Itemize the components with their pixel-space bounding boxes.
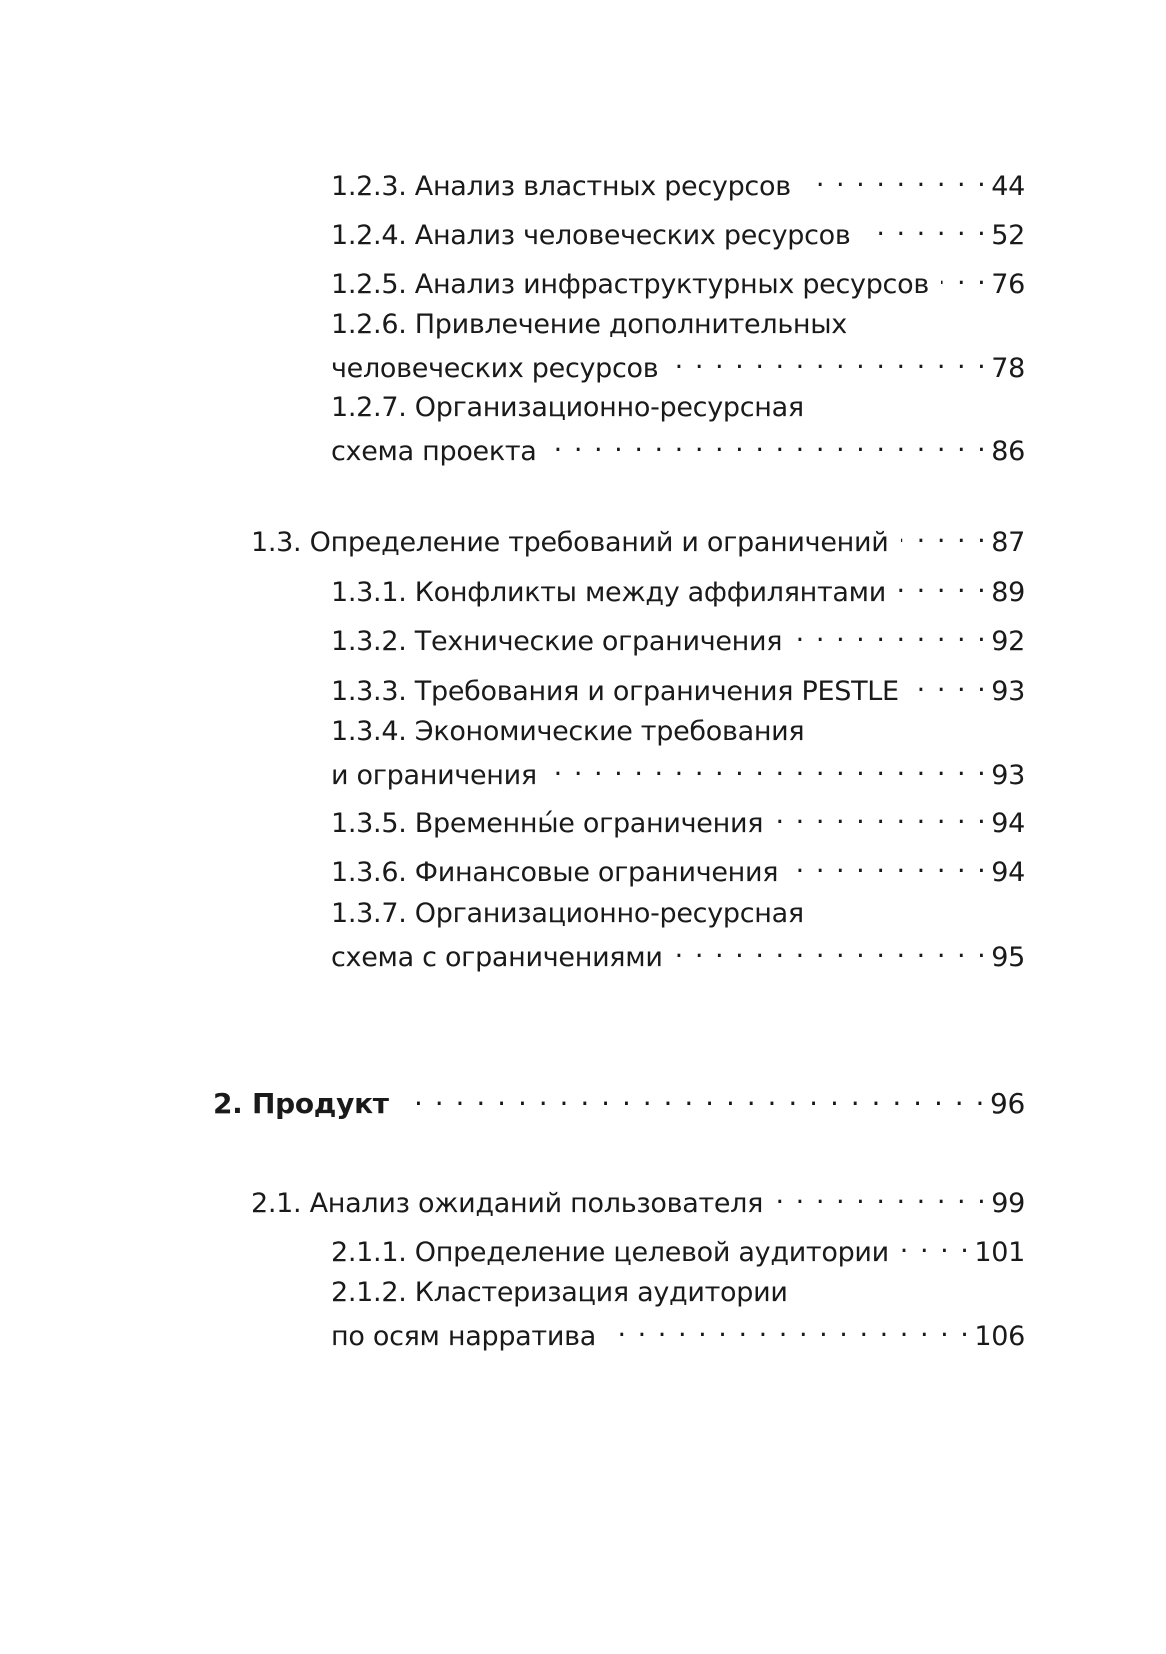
toc-page-number: 76 [991, 269, 1025, 300]
toc-entry[interactable] [331, 896, 1025, 975]
dot-leader [775, 797, 987, 832]
dot-leader [401, 1078, 986, 1113]
toc-entry[interactable] [331, 797, 1025, 841]
toc-entry[interactable] [331, 258, 1025, 302]
dot-leader [790, 846, 987, 881]
toc-entry-title-continued: схема с ограничениями [331, 942, 663, 973]
toc-entry[interactable] [331, 209, 1025, 253]
dot-leader [803, 160, 987, 195]
dot-leader [862, 209, 987, 244]
dot-leader [911, 665, 987, 700]
toc-entry-title: 1.3. Определение требований и ограничений [251, 527, 889, 558]
toc-page-number: 89 [991, 577, 1025, 608]
toc-entry-title: 1.3.2. Технические ограничения [331, 626, 783, 657]
toc-page-number: 92 [991, 626, 1025, 657]
toc-page-number: 78 [991, 353, 1025, 384]
toc-entry[interactable] [331, 846, 1025, 890]
toc-entry-title: 2.1. Анализ ожиданий пользователя [251, 1188, 764, 1219]
toc-entry-title: 1.3.3. Требования и ограничения PESTLE [331, 676, 899, 707]
toc-page-number: 96 [989, 1087, 1025, 1120]
toc-page-number: 44 [991, 171, 1025, 202]
toc-entry[interactable] [331, 566, 1025, 610]
toc-entry[interactable] [331, 714, 1025, 793]
toc-page-number: 86 [991, 436, 1025, 467]
toc-page-number: 101 [974, 1237, 1025, 1268]
toc-entry[interactable] [331, 307, 1025, 386]
toc-entry-title: 1.2.3. Анализ властных ресурсов [331, 171, 791, 202]
toc-entry-title-continued: человеческих ресурсов [331, 353, 659, 384]
toc-entry-title: 1.3.6. Финансовые ограничения [331, 857, 779, 888]
toc-entry-title: 1.3.4. Экономические требования [331, 716, 805, 747]
toc-entry[interactable] [331, 615, 1025, 659]
toc-section-entry[interactable] [251, 516, 1025, 560]
toc-section-entry[interactable] [251, 1177, 1025, 1221]
dot-leader [549, 749, 987, 784]
toc-page-number: 93 [991, 760, 1025, 791]
toc-entry[interactable] [331, 665, 1025, 709]
toc-page-number: 93 [991, 676, 1025, 707]
toc-entry-title: 2.1.2. Кластеризация аудитории [331, 1277, 788, 1308]
toc-entry-title: 1.3.1. Конфликты между аффилянтами [331, 577, 886, 608]
toc-page-number: 94 [991, 808, 1025, 839]
toc-entry-title: 1.2.5. Анализ инфраструктурных ресурсов [331, 269, 929, 300]
toc-page-number: 99 [991, 1188, 1025, 1219]
toc-chapter-title: 2. Продукт [213, 1087, 389, 1120]
toc-entry[interactable] [331, 1226, 1025, 1270]
toc-entry-title: 1.2.4. Анализ человеческих ресурсов [331, 220, 851, 251]
toc-entry-title-continued: схема проекта [331, 436, 537, 467]
toc-page-number: 52 [991, 220, 1025, 251]
dot-leader [675, 931, 988, 966]
toc-page-number: 95 [991, 942, 1025, 973]
toc-page-number: 87 [991, 527, 1025, 558]
dot-leader [670, 342, 987, 377]
toc-page-number: 94 [991, 857, 1025, 888]
dot-leader [549, 425, 988, 460]
toc-entry[interactable] [331, 160, 1025, 204]
dot-leader [794, 615, 987, 650]
toc-chapter-entry[interactable] [213, 1078, 1025, 1121]
toc-entry[interactable] [331, 390, 1025, 469]
toc-entry-title-continued: по осям нарратива [331, 1321, 596, 1352]
dot-leader [608, 1310, 970, 1345]
dot-leader [775, 1177, 987, 1212]
toc-entry-title-continued: и ограничения [331, 760, 537, 791]
dot-leader [901, 1226, 970, 1261]
toc-page-number: 106 [974, 1321, 1025, 1352]
dot-leader [941, 258, 987, 293]
toc-entry-title: 1.3.5. Временны́е ограничения [331, 808, 764, 839]
toc-entry[interactable] [331, 1275, 1025, 1354]
toc-entry-title: 1.2.6. Привлечение дополнительных [331, 309, 847, 340]
dot-leader [901, 516, 988, 551]
toc-entry-title: 1.3.7. Организационно-ресурсная [331, 898, 804, 929]
toc-entry-title: 2.1.1. Определение целевой аудитории [331, 1237, 889, 1268]
dot-leader [898, 566, 987, 601]
toc-entry-title: 1.2.7. Организационно-ресурсная [331, 392, 804, 423]
